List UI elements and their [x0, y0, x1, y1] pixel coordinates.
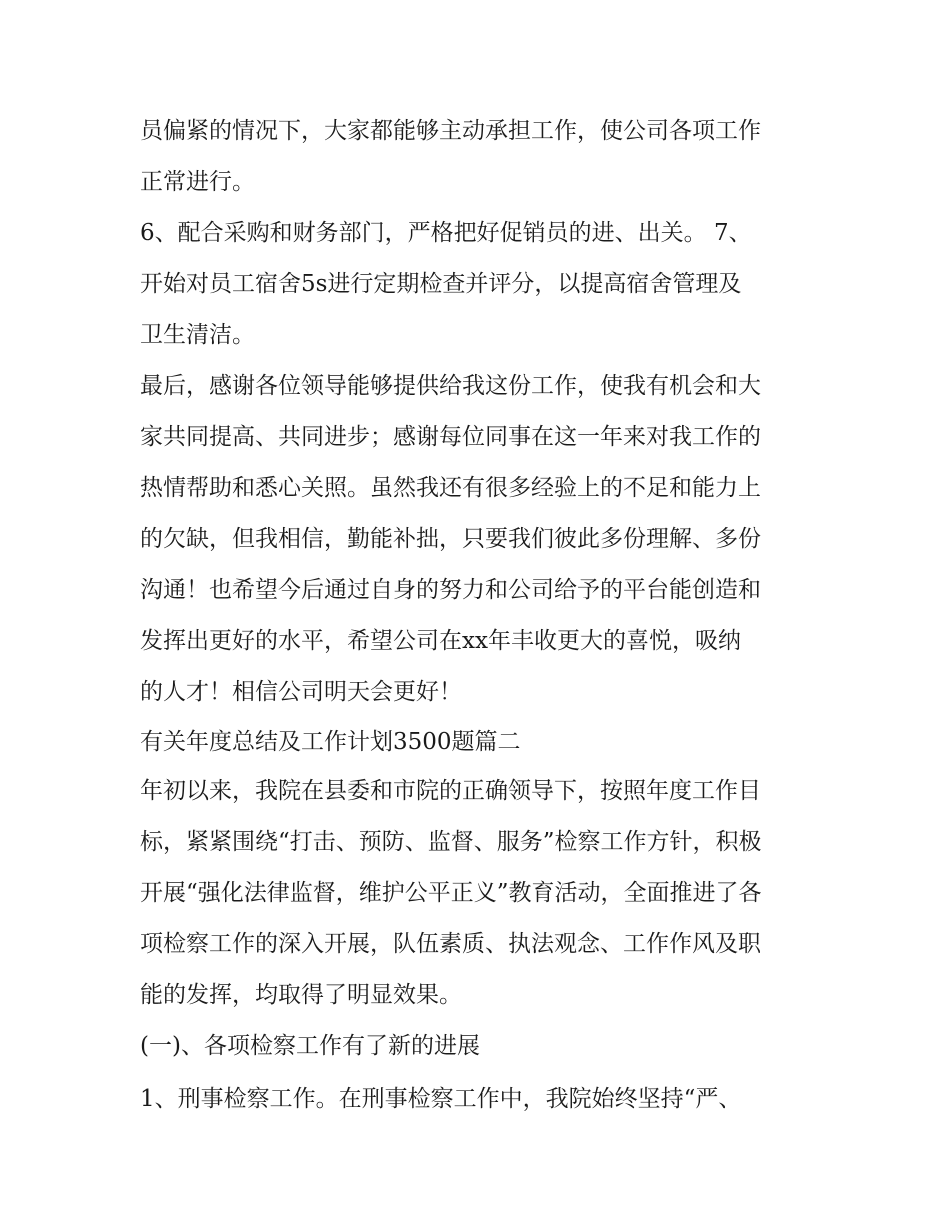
text-line: 6、配合采购和财务部门，严格把好促销员的进、出关。 7、	[140, 220, 752, 246]
text-line: 热情帮助和悉心关照。虽然我还有很多经验上的不足和能力上	[140, 475, 761, 501]
text-line: 开展“强化法律监督，维护公平正义”教育活动，全面推进了各	[140, 880, 762, 906]
text-line: 1、刑事检察工作。在刑事检察工作中，我院始终坚持“严、	[140, 1086, 742, 1112]
text-line: 年初以来，我院在县委和市院的正确领导下，按照年度工作目	[140, 778, 761, 804]
text-line: 发挥出更好的水平，希望公司在xx年丰收更大的喜悦，吸纳	[140, 628, 741, 654]
text-line: 的欠缺，但我相信，勤能补拙，只要我们彼此多份理解、多份	[140, 526, 761, 552]
text-line: 开始对员工宿舍5s进行定期检查并评分，以提高宿舍管理及	[140, 271, 742, 297]
text-line: 能的发挥，均取得了明显效果。	[140, 982, 462, 1008]
text-line: 标，紧紧围绕“打击、预防、监督、服务”检察工作方针，积极	[140, 829, 762, 855]
text-line: 最后，感谢各位领导能够提供给我这份工作，使我有机会和大	[140, 373, 761, 399]
text-line: 员偏紧的情况下，大家都能够主动承担工作，使公司各项工作	[140, 118, 761, 144]
text-line: 沟通！也希望今后通过自身的努力和公司给予的平台能创造和	[140, 577, 761, 603]
text-line: 项检察工作的深入开展，队伍素质、执法观念、工作作风及职	[140, 931, 761, 957]
text-line: 卫生清洁。	[140, 322, 255, 348]
document-body	[140, 106, 820, 1127]
text-line: 的人才！相信公司明天会更好！	[140, 679, 462, 705]
text-line: 家共同提高、共同进步；感谢每位同事在这一年来对我工作的	[140, 424, 761, 450]
section-heading: 有关年度总结及工作计划3500题篇二	[140, 729, 521, 755]
subsection-heading: (一)、各项检察工作有了新的进展	[140, 1033, 480, 1059]
text-line: 正常进行。	[140, 169, 255, 195]
